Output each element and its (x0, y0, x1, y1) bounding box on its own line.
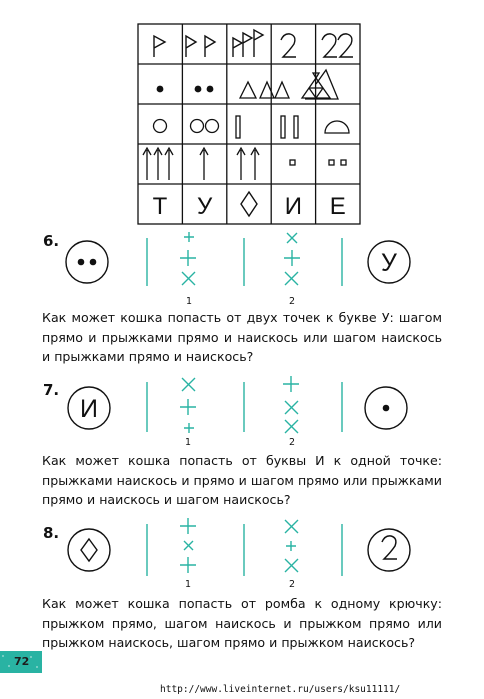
bar-icon (236, 116, 240, 138)
target-letter: У (381, 249, 397, 277)
rhombus-icon (81, 539, 97, 561)
exercise-8-diagram (0, 514, 484, 590)
question-text: Как может кошка попасть от двух точек к букве У: шагом прямо и прыжками прямо и наискось или шагом наискось и прыжками прямо и наискось? (42, 310, 442, 364)
grid-letter: Т (152, 193, 168, 220)
exercise-7-diagram (0, 372, 484, 446)
dot-icon (78, 259, 85, 266)
exercise-number: 7. (43, 381, 60, 399)
row-letters (153, 192, 346, 220)
start-circle (68, 529, 110, 571)
dot-icon (157, 86, 164, 93)
question-text: Как может кошка попасть от ромба к одному крючку: прыжком прямо, шагом наискось и прыжком прямо или прыжком наискось, шагом прямо и прыжком наискось? (42, 596, 442, 650)
square-icon (290, 160, 295, 165)
plus-icon (184, 423, 194, 433)
plus-icon (184, 232, 194, 242)
footer-url[interactable]: http://www.liveinternet.ru/users/ksu11111/ (160, 684, 401, 695)
cross-icon (285, 559, 298, 572)
flag-icon (233, 30, 263, 57)
rhombus-icon (241, 192, 257, 216)
hook-icon (382, 536, 397, 559)
question-text: Как может кошка попасть от буквы И к одной точке: прыжками наискось и прямо и шагом прямо или прыжками прямо и наискось и шагом наискось? (42, 453, 442, 507)
cross-icon (182, 272, 195, 285)
cross-icon (184, 541, 193, 550)
grid-letter: И (284, 193, 303, 220)
plus-icon (180, 250, 196, 266)
option-label: 1 (185, 296, 193, 307)
arrow-up-icon (237, 148, 259, 180)
hook-icon (322, 34, 353, 57)
arrow-up-icon (143, 148, 173, 180)
option-label: 2 (288, 579, 296, 590)
cross-icon (285, 401, 298, 414)
circle-icon (191, 120, 204, 133)
square-icon (329, 160, 334, 165)
flag-icon (186, 36, 215, 57)
cross-icon (285, 520, 298, 533)
grid-letter: Е (329, 193, 346, 220)
flag-icon (154, 36, 165, 57)
cross-icon (285, 272, 298, 285)
plus-icon (286, 541, 296, 551)
cross-icon (285, 420, 298, 433)
cross-icon (182, 378, 195, 391)
plus-icon (284, 250, 300, 266)
reference-grid (0, 0, 484, 240)
dot-icon (90, 259, 97, 266)
bar-icon (281, 116, 285, 138)
exercise-6-diagram (0, 230, 484, 300)
option-label: 1 (184, 579, 192, 590)
triangle-icon (240, 82, 256, 98)
arrow-up-icon (200, 148, 208, 180)
exercise-number: 6. (43, 232, 60, 250)
option-label: 2 (288, 296, 296, 307)
page-number: 72 (14, 655, 30, 668)
dot-icon (207, 86, 214, 93)
dot-icon (383, 405, 390, 412)
plus-icon (180, 518, 196, 534)
plus-icon (180, 399, 196, 415)
dot-icon (195, 86, 202, 93)
bar-icon (294, 116, 298, 138)
exercise-number: 8. (43, 524, 60, 542)
plus-icon (283, 376, 299, 392)
circle-icon (154, 120, 167, 133)
cross-icon (287, 233, 297, 243)
plus-icon (180, 557, 196, 573)
circle-icon (206, 120, 219, 133)
hook-icon (281, 34, 296, 57)
half-circle-icon (325, 121, 349, 133)
option-label: 1 (184, 437, 192, 448)
start-circle (66, 241, 108, 283)
triangle-icon (260, 82, 289, 98)
option-label: 2 (288, 437, 296, 448)
row-flags-hooks (154, 30, 353, 57)
grid-letter: У (196, 193, 213, 220)
square-icon (341, 160, 346, 165)
row-dots-triangles (157, 70, 338, 99)
start-letter: И (80, 395, 98, 423)
